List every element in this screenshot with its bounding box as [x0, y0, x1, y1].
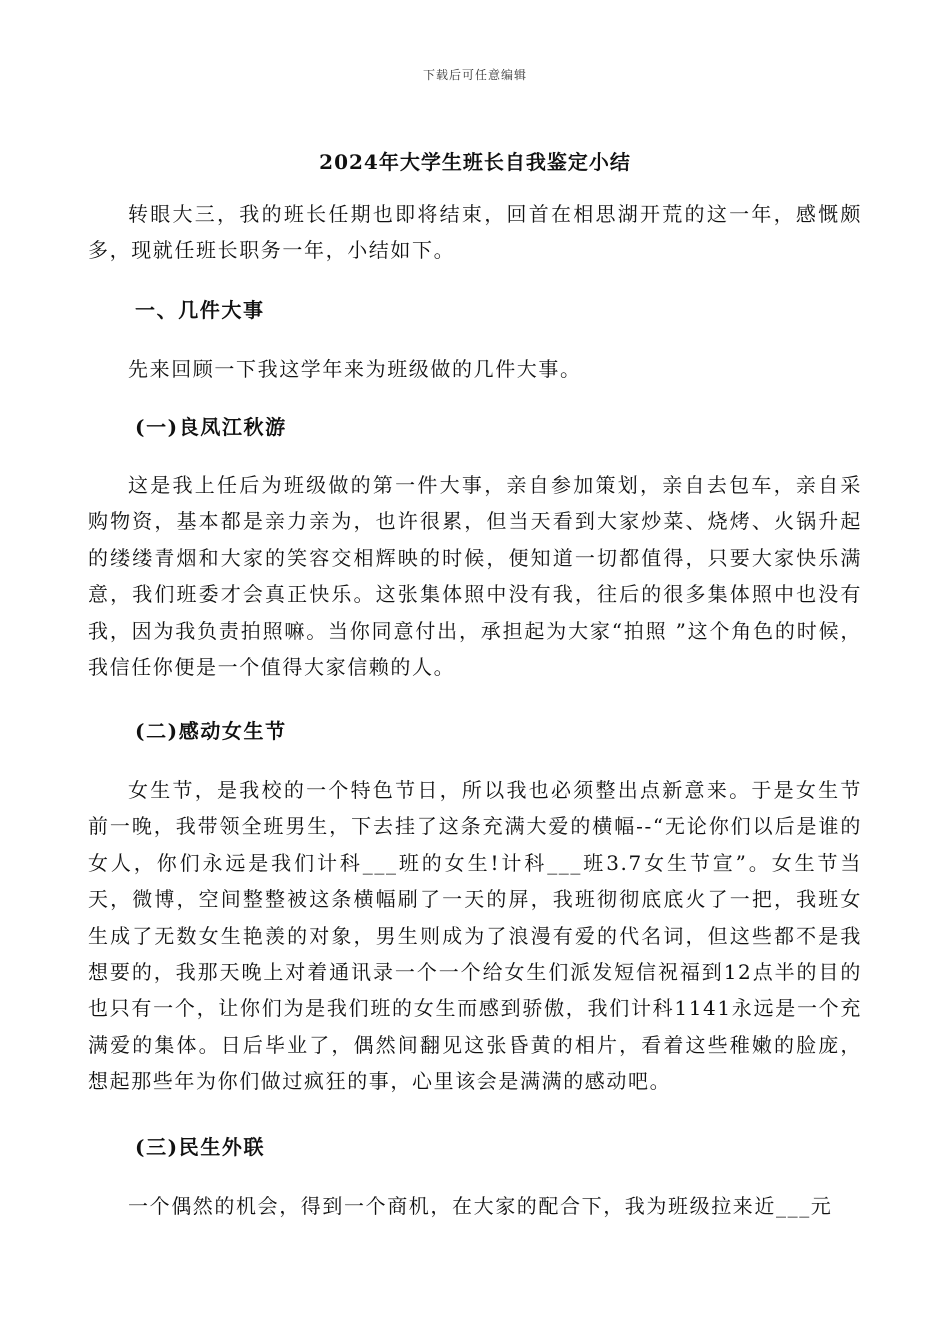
subsection-3-body: 一个偶然的机会，得到一个商机，在大家的配合下，我为班级拉来近___元 — [128, 1194, 833, 1218]
page-header-note: 下载后可任意编辑 — [422, 68, 527, 82]
subsection-2-body: 女生节，是我校的一个特色节日，所以我也必须整出点新意来。于是女生节前一晚，我带领全班男生，下去挂了这条充满大爱的横幅--“无论你们以后是谁的女人，你们永远是我们计科___班的女生!计科___班3.7女生节宣”。女生节当天，微博，空间整整被这条横幅刷了一天的屏，我班彻彻底底火了一把，我班女生成了无数女生艳羡的对象，男生则成为了浪漫有爱的代名词，但这些都不是我想要的，我那天晚上对着通讯录一个一个给女生们派发短信祝福到12点半的目的也只有一个，让你们为是我们班的女生而感到骄傲，我们计科1141永远是一个充满爱的集体。日后毕业了，偶然间翻见这张昏黄的相片，看着这些稚嫩的脸庞，想起那些年为你们做过疯狂的事，心里该会是满满的感动吧。 — [88, 778, 862, 1094]
subsection-1-body: 这是我上任后为班级做的第一件大事，亲自参加策划，亲自去包车，亲自采购物资，基本都是亲力亲为，也许很累，但当天看到大家炒菜、烧烤、火锅升起的缕缕青烟和大家的笑容交相辉映的时候，便知道一切都值得，只要大家快乐满意，我们班委才会真正快乐。这张集体照中没有我，往后的很多集体照中也没有我，因为我负责拍照嘛。当你同意付出，承担起为大家“拍照 ”这个角色的时候，我信任你便是一个值得大家信赖的人。 — [88, 473, 862, 680]
intro-paragraph: 转眼大三，我的班长任期也即将结束，回首在相思湖开荒的这一年，感慨颇多，现就任班长职务一年，小结如下。 — [88, 202, 862, 263]
subsection-heading-3: (三)民生外联 — [135, 1135, 266, 1159]
subsection-heading-1: (一)良凤江秋游 — [135, 415, 287, 439]
section-heading-1: 一、几件大事 — [135, 298, 265, 322]
subsection-heading-2: (二)感动女生节 — [135, 719, 287, 743]
section-1-intro: 先来回顾一下我这学年来为班级做的几件大事。 — [128, 357, 582, 381]
document-title: 2024年大学生班长自我鉴定小结 — [319, 150, 631, 174]
